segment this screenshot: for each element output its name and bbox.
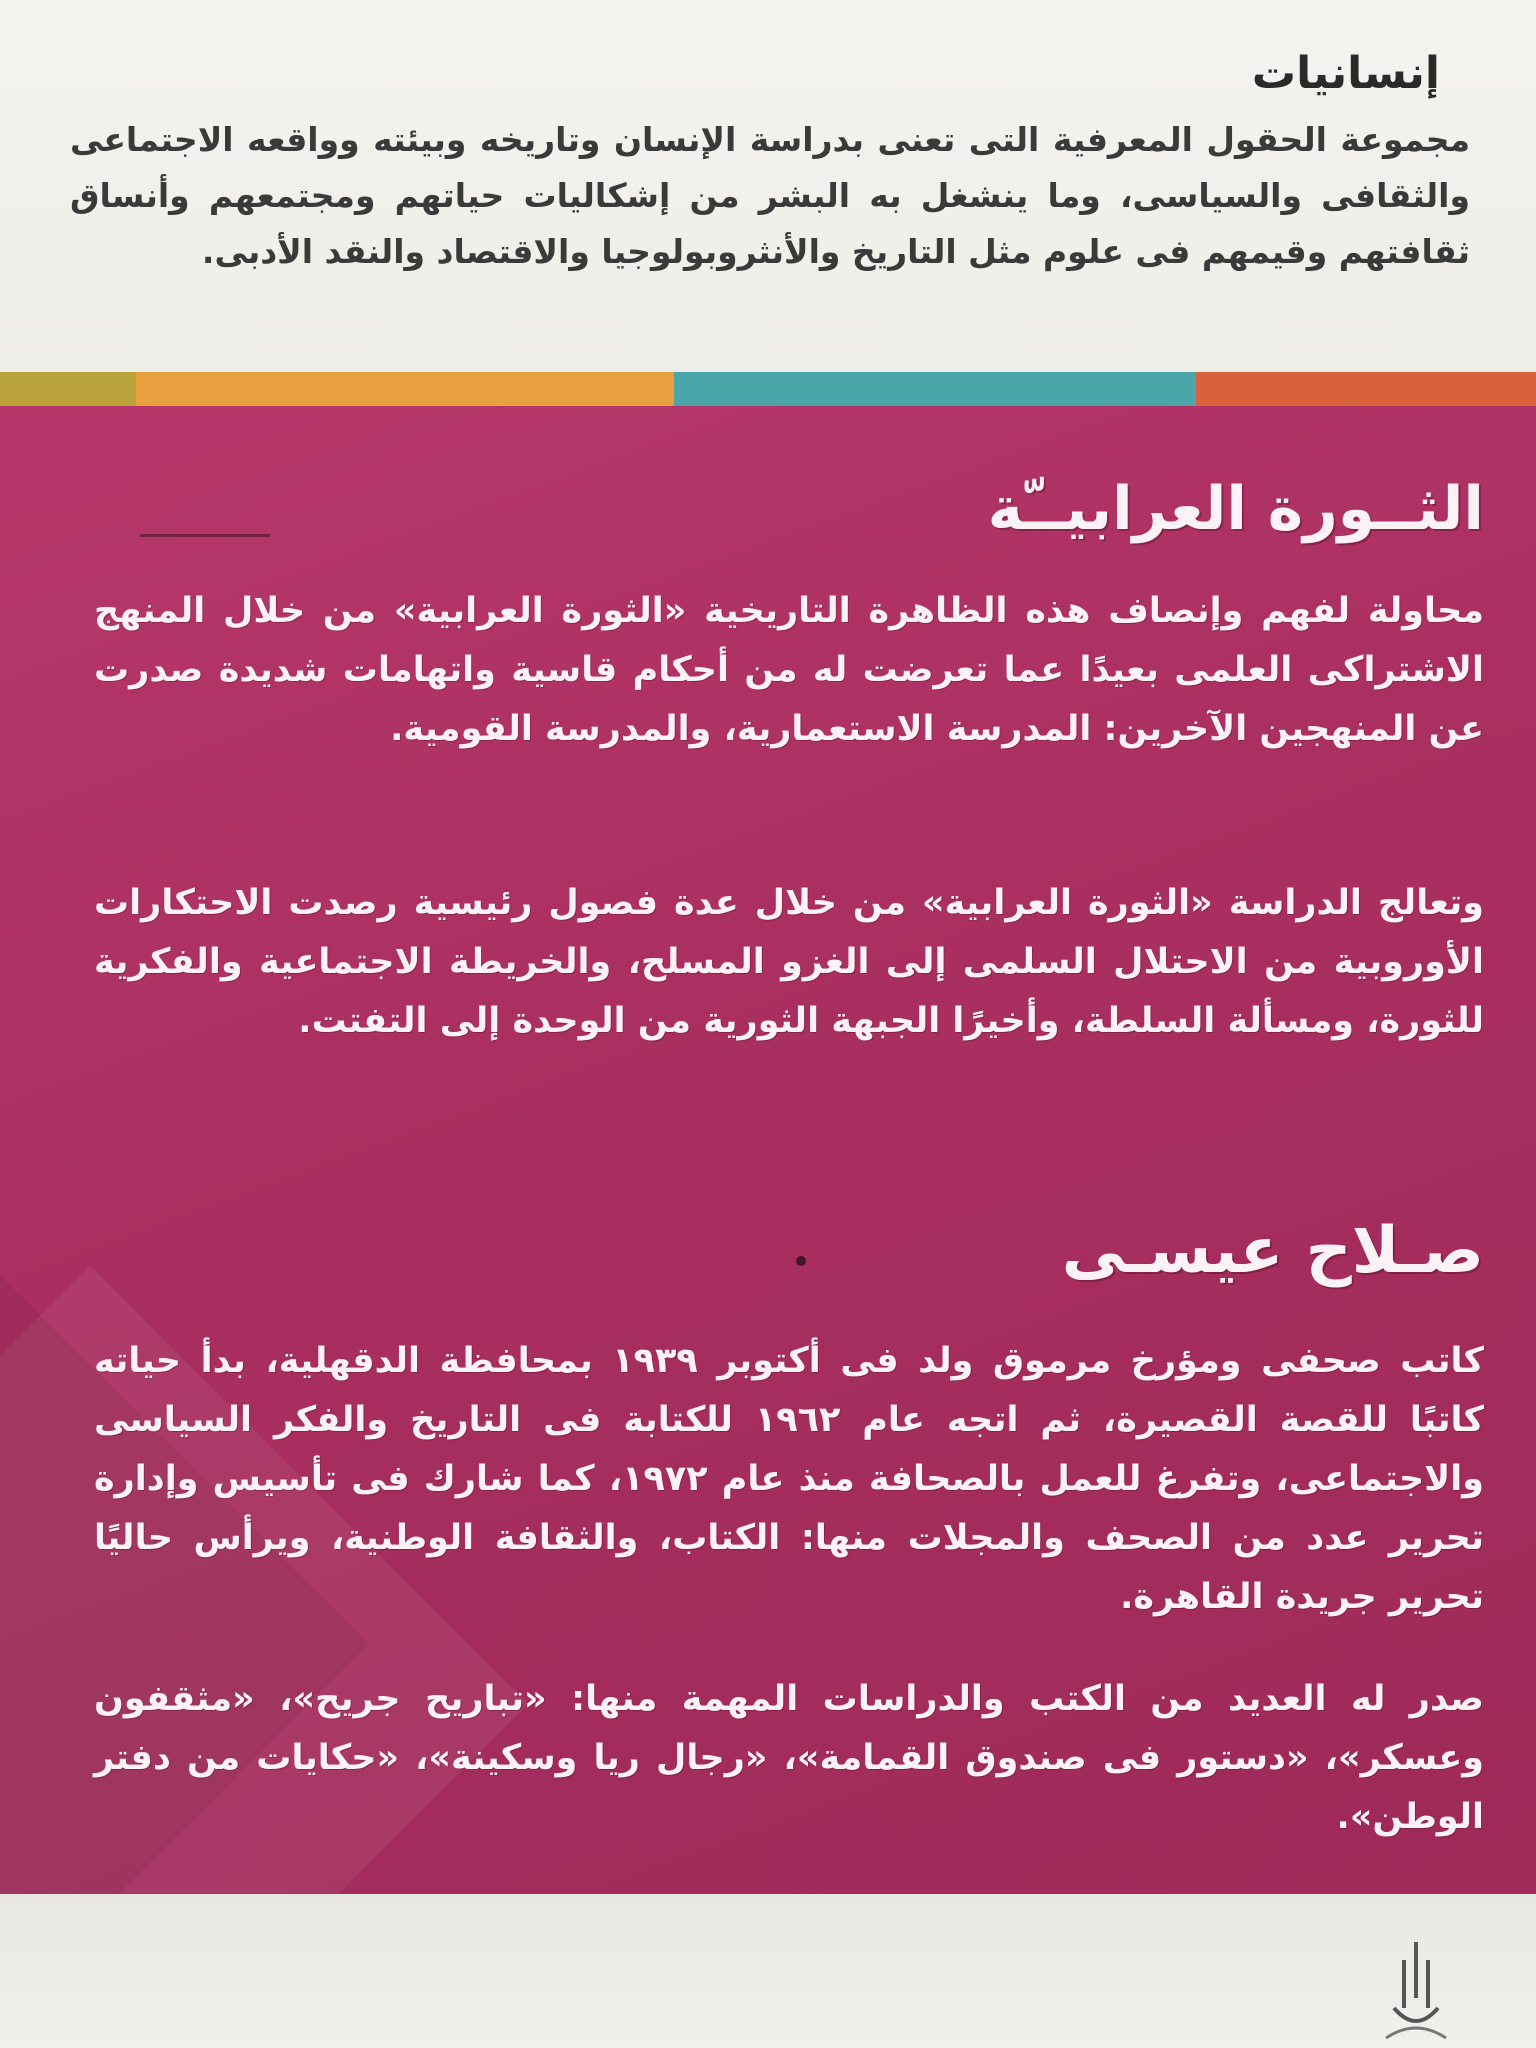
strip-segment-orange	[136, 372, 674, 406]
strip-segment-teal	[674, 372, 1196, 406]
author-name: صـلاح عيسـى	[1061, 1214, 1484, 1288]
author-bio-paragraph: كاتب صحفى ومؤرخ مرموق ولد فى أكتوبر ١٩٣٩ بمحافظة الدقهلية، بدأ حياته كاتبًا للقصة القصيرة، ثم اتجه عام ١٩٦٢ للكتابة فى التاريخ والفكر السياسى والاجتماعى، وتفرغ للعمل بالصحافة منذ عام ١٩٧٢، كما شارك فى تأسيس وإدارة تحرير عدد من الصحف والمجلات منها: الكتاب، والثقافة الوطنية، ويرأس حاليًا تحرير جريدة القاهرة.	[94, 1341, 1484, 1617]
author-works-paragraph: صدر له العديد من الكتب والدراسات المهمة منها: «تباريح جريح»، «مثقفون وعسكر»، «دستور فى صندوق القمامة»، «رجال ريا وسكينة»، «حكايات من دفتر الوطن».	[94, 1679, 1484, 1837]
decorative-dot	[796, 1256, 806, 1266]
book-chapters-paragraph: وتعالج الدراسة «الثورة العرابية» من خلال عدة فصول رئيسية رصدت الاحتكارات الأوروبية من الاحتلال السلمى إلى الغزو المسلح، والخريطة الاجتماعية والفكرية للثورة، ومسألة السلطة، وأخيرًا الجبهة الثورية من الوحدة إلى التفتت.	[94, 883, 1484, 1041]
strip-segment-olive	[0, 372, 136, 406]
color-strip	[0, 372, 1536, 406]
series-title: إنسانيات	[1251, 48, 1440, 99]
book-info-panel	[0, 406, 1536, 1894]
book-summary-paragraph: محاولة لفهم وإنصاف هذه الظاهرة التاريخية «الثورة العرابية» من خلال المنهج الاشتراكى العلمى بعيدًا عما تعرضت له من أحكام قاسية واتهامات شديدة صدرت عن المنهجين الآخرين: المدرسة الاستعمارية، والمدرسة القومية.	[94, 591, 1484, 749]
series-description: مجموعة الحقول المعرفية التى تعنى بدراسة الإنسان وتاريخه وبيئته وواقعه الاجتماعى والثقافى والسياسى، وما ينشغل به البشر من إشكاليات حياتهم ومجتمعهم وأنساق ثقافتهم وقيمهم فى علوم مثل التاريخ والأنثروبولوجيا والاقتصاد والنقد الأدبى.	[70, 120, 1470, 271]
publisher-logo-icon	[1376, 1938, 1456, 2048]
decorative-dash	[140, 534, 270, 537]
series-section	[0, 0, 1536, 372]
book-title: الثــورة العرابيــّة	[987, 474, 1484, 544]
strip-segment-red	[1196, 372, 1536, 406]
bottom-section	[0, 1894, 1536, 2048]
